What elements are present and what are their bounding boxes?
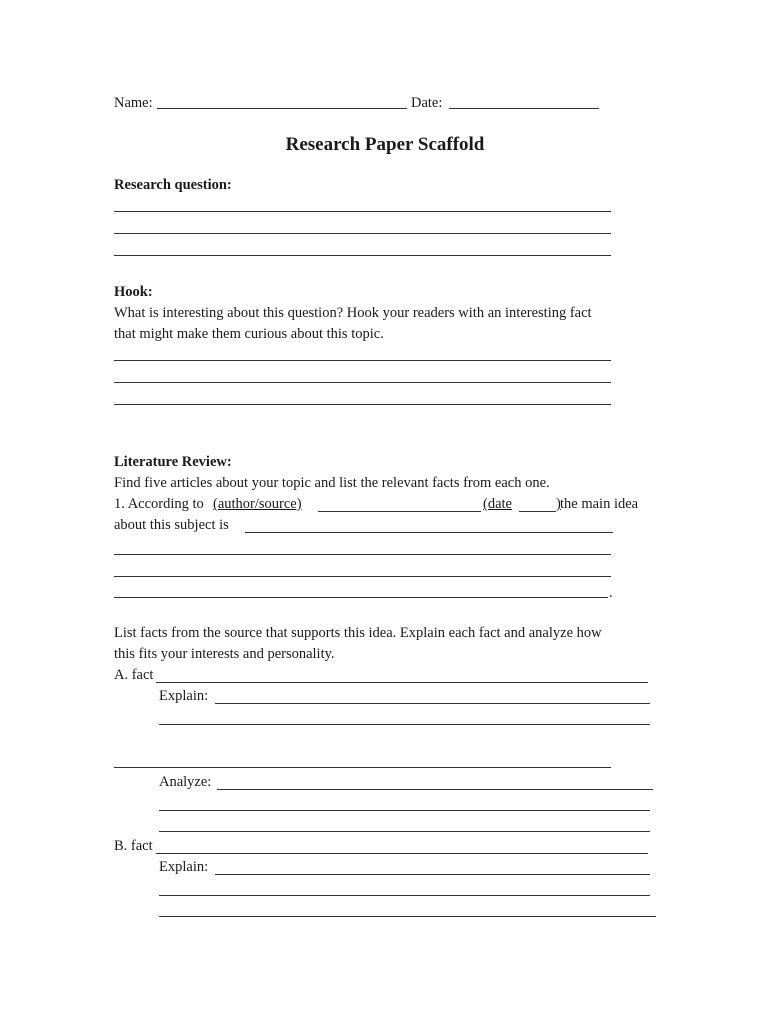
date-field-line[interactable]: [449, 108, 599, 109]
main-idea-line-2[interactable]: [114, 554, 611, 555]
date-label: Date:: [411, 95, 443, 111]
facts-instruction-line-2: this fits your interests and personality.: [114, 646, 335, 662]
item1-suffix: the main idea: [560, 496, 639, 512]
fact-b-explain-line-3[interactable]: [159, 916, 656, 917]
research-question-line-3[interactable]: [114, 255, 611, 256]
research-question-line-2[interactable]: [114, 233, 611, 234]
hook-heading: Hook:: [114, 284, 153, 300]
fact-b-label: B. fact: [114, 838, 153, 854]
hook-prompt-line-1: What is interesting about this question? Hook your readers with an interesting fact: [114, 305, 592, 321]
fact-a-explain-label: Explain:: [159, 688, 209, 704]
fact-a-label: A. fact: [114, 667, 154, 683]
fact-b-line[interactable]: [156, 853, 648, 854]
name-field-line[interactable]: [157, 108, 407, 109]
item1-date-close: ): [556, 496, 561, 512]
main-idea-period: .: [609, 585, 613, 601]
main-idea-line-1[interactable]: [245, 532, 613, 533]
item1-author-line[interactable]: [318, 511, 481, 512]
fact-b-explain-line-1[interactable]: [215, 874, 650, 875]
item1-line2-label: about this subject is: [114, 517, 229, 533]
fact-a-line[interactable]: [156, 682, 648, 683]
fact-a-analyze-line-2[interactable]: [159, 810, 650, 811]
item1-date-placeholder: (date: [483, 496, 512, 512]
fact-b-explain-line-2[interactable]: [159, 895, 650, 896]
name-label: Name:: [114, 95, 153, 111]
research-question-line-1[interactable]: [114, 211, 611, 212]
hook-prompt-line-2: that might make them curious about this topic.: [114, 326, 384, 342]
fact-b-explain-label: Explain:: [159, 859, 209, 875]
main-idea-line-4[interactable]: [114, 597, 608, 598]
fact-a-analyze-line-1[interactable]: [217, 789, 653, 790]
item1-date-line[interactable]: [519, 511, 556, 512]
main-idea-line-3[interactable]: [114, 576, 611, 577]
hook-line-1[interactable]: [114, 360, 611, 361]
fact-a-explain-line-2[interactable]: [159, 724, 650, 725]
research-question-heading: Research question:: [114, 177, 232, 193]
literature-review-instruction: Find five articles about your topic and list the relevant facts from each one.: [114, 475, 550, 491]
fact-a-analyze-label: Analyze:: [159, 774, 212, 790]
page-title: Research Paper Scaffold: [285, 134, 485, 155]
item1-author-placeholder: (author/source): [213, 496, 302, 512]
fact-a-explain-line-1[interactable]: [215, 703, 650, 704]
fact-a-analyze-line-3[interactable]: [159, 831, 650, 832]
hook-line-2[interactable]: [114, 382, 611, 383]
literature-review-heading: Literature Review:: [114, 454, 232, 470]
item1-prefix: 1. According to: [114, 496, 204, 512]
hook-line-3[interactable]: [114, 404, 611, 405]
fact-a-extra-line[interactable]: [114, 767, 611, 768]
facts-instruction-line-1: List facts from the source that supports this idea. Explain each fact and analyze how: [114, 625, 602, 641]
